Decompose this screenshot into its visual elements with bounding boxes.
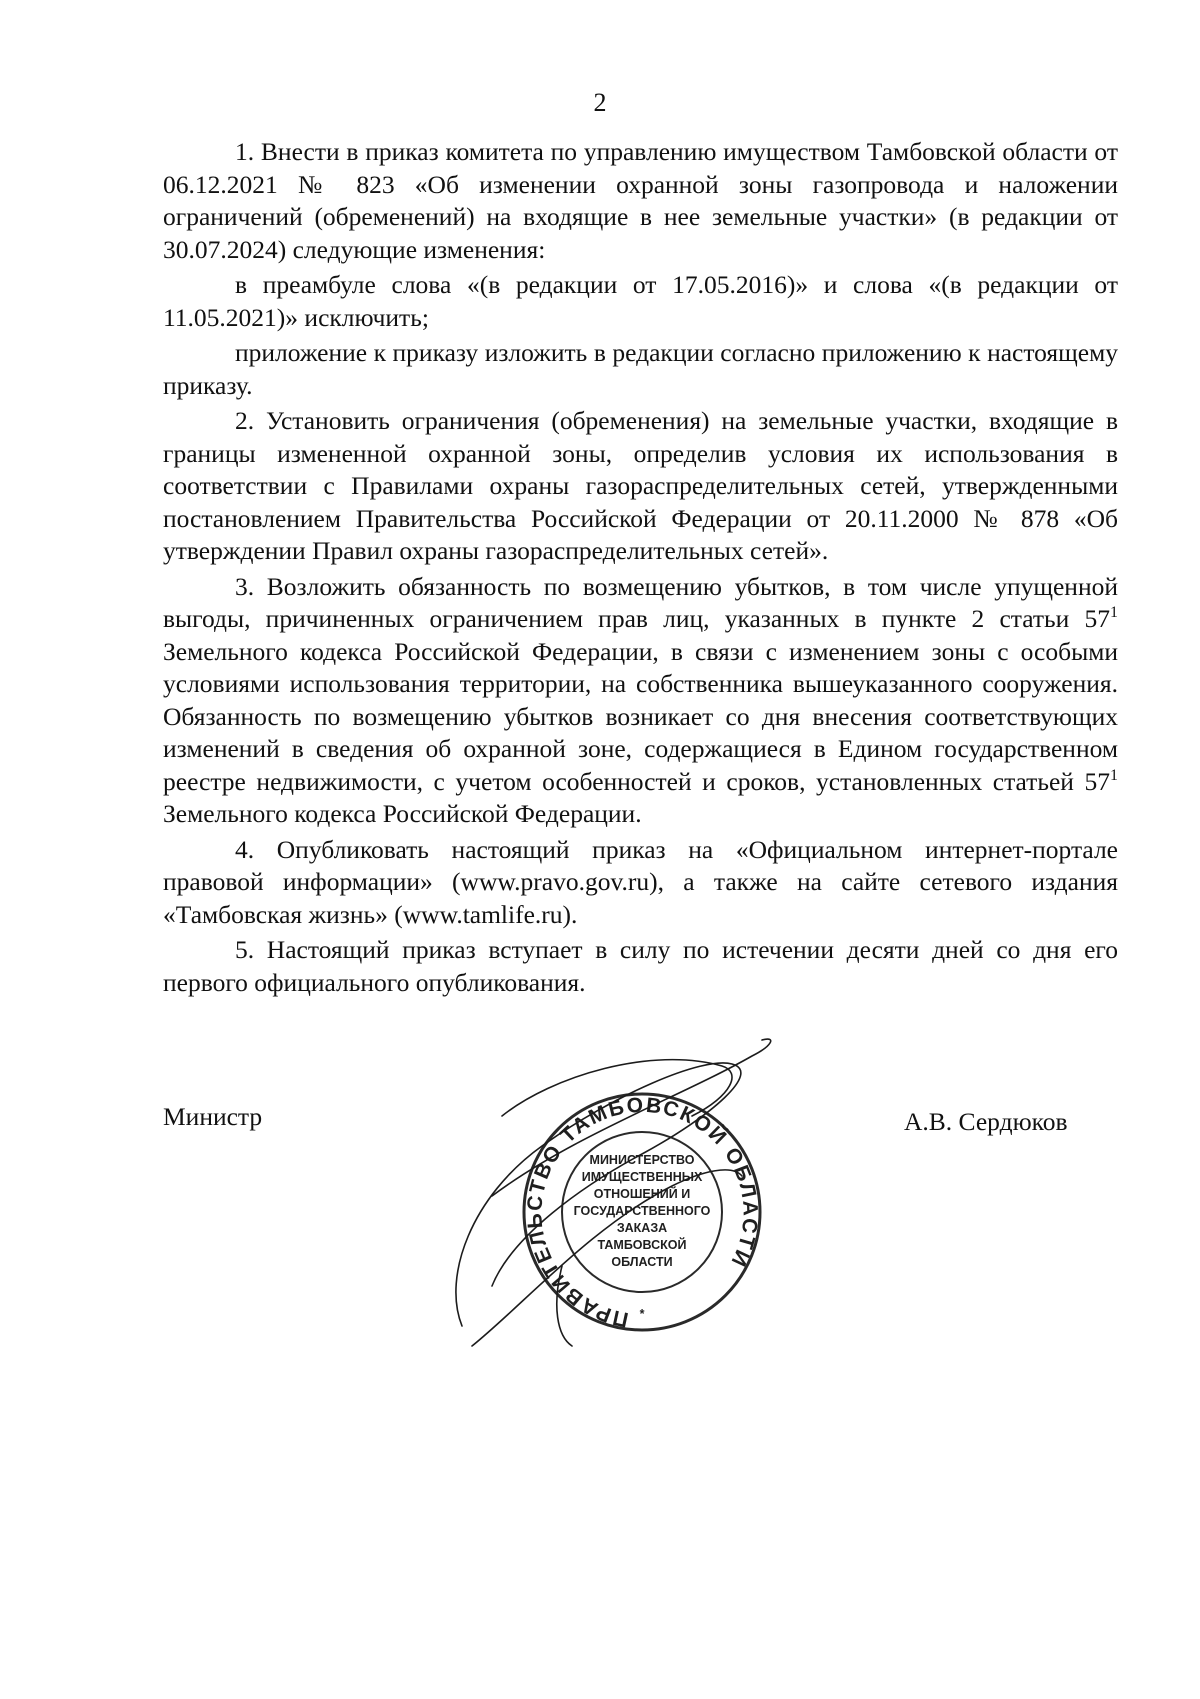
paragraph-item-2: 2. Установить ограничения (обременения) на земельные участки, входящие в границы измененной охранной зоны, определив условия их использования в соответствии с Правилами охраны газораспределительных сетей, утвержденными постановлением Правительства Российской Федерации от 20.11.2000 № 878 «Об утверждении Правил охраны газораспределительных сетей». — [163, 406, 1118, 565]
seal-center-text — [574, 1153, 711, 1269]
paragraph-item-3-part-3: Земельного кодекса Российской Федерации. — [163, 799, 642, 828]
paragraph-item-3 — [163, 571, 1118, 831]
signatory-position: Министр — [163, 1102, 263, 1131]
seal-graphic — [432, 1036, 832, 1356]
paragraph-item-4: 4. Опубликовать настоящий приказ на «Официальном интернет-портале правовой информации» (www.pravo.gov.ru), а также на сайте сетевого издания «Тамбовская жизнь» (www.tamlife.ru). — [163, 834, 1118, 929]
seal-center-line: ГОСУДАРСТВЕННОГО — [573, 1204, 711, 1218]
paragraph-item-3-part-2: Земельного кодекса Российской Федерации, в связи с изменением зоны с особыми условиями использования территории, на собственника вышеуказанного сооружения. Обязанность по возмещению убытков возникает со дня внесения соответствующих изменений в сведения об охранной зоне, содержащиеся в Едином государственном реестре недвижимости, с учетом особенностей и сроков, установленных статьей 57 — [163, 636, 1118, 796]
official-seal — [432, 1036, 832, 1356]
seal-center-line: ТАМБОВСКОЙ — [597, 1238, 687, 1252]
seal-center-line: ИМУЩЕСТВЕННЫХ — [581, 1170, 703, 1184]
superscript-1: 1 — [1110, 604, 1118, 621]
document-body — [163, 136, 1118, 1002]
seal-center-line: МИНИСТЕРСТВО — [589, 1153, 695, 1167]
superscript-2: 1 — [1110, 766, 1118, 784]
seal-center-line: ЗАКАЗА — [616, 1221, 668, 1235]
paragraph-preamble-change: в преамбуле слова «(в редакции от 17.05.2016)» и слова «(в редакции от 11.05.2021)» исключить; — [163, 270, 1118, 332]
paragraph-item-5: 5. Настоящий приказ вступает в силу по истечении десяти дней со дня его первого официального опубликования. — [163, 935, 1118, 997]
paragraph-item-3-part-1: 3. Возложить обязанность по возмещению убытков, в том числе упущенной выгоды, причиненных ограничением прав лиц, указанных в пункте 2 статьи 57 — [163, 571, 1118, 633]
seal-center-line: ОТНОШЕНИЙ И — [593, 1187, 691, 1201]
paragraph-item-1: 1. Внести в приказ комитета по управлению имуществом Тамбовской области от 06.12.2021 № 823 «Об изменении охранной зоны газопровода и наложении ограничений (обременений) на входящие в нее земельные участки» (в редакции от 30.07.2024) следующие изменения: — [163, 137, 1118, 264]
seal-star-icon: * — [639, 1307, 645, 1321]
seal-center-line: ОБЛАСТИ — [611, 1255, 673, 1269]
signatory-name: А.В. Сердюков — [904, 1107, 1068, 1136]
page-number: 2 — [593, 88, 607, 117]
paragraph-appendix-change: приложение к приказу изложить в редакции согласно приложению к настоящему приказу. — [163, 338, 1118, 400]
seal-ring-textpath: ПРАВИТЕЛЬСТВО ТАМБОВСКОЙ ОБЛАСТИ — [523, 1093, 762, 1332]
